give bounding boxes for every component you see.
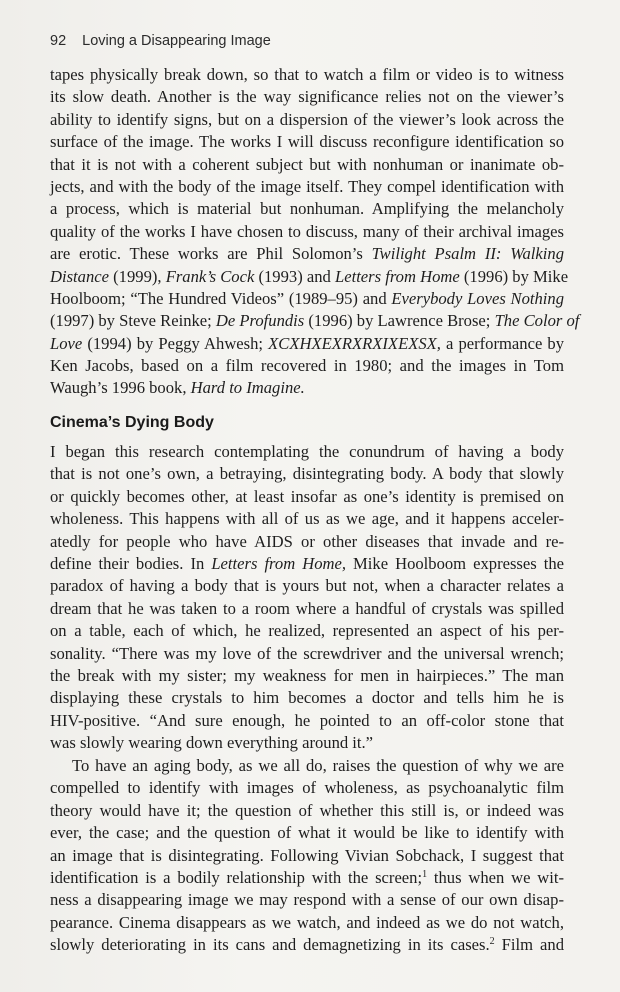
running-head [50,33,271,49]
text-line [50,687,564,709]
text-run: displaying these crystals to him becomes a doctor and tells him he is [50,688,564,708]
text-line [50,643,564,665]
italic-title: The Color of [494,311,580,331]
italic-title: De Profundis [215,311,305,331]
paragraph-cinemas-dying-body [50,441,564,754]
text-run: I began this research contemplating the conundrum of having a body [50,442,564,461]
text-line [50,176,564,198]
text-line [50,553,564,575]
text-run: slowly deteriorating in its cans and demagnetizing in its cases. [50,935,490,955]
text-line [50,800,564,822]
text-run: surface of the image. The works I will discuss reconfigure identification so [50,132,564,152]
italic-title: Letters from Home, [211,553,346,573]
text-run: that is not one’s own, a betraying, disintegrating body. A body that slowly [50,464,564,484]
text-run: jects, and with the body of the image itself. They compel identification with [50,176,564,196]
text-run: Waugh’s 1996 book, [50,378,191,398]
footnote-ref: 2 [489,936,495,948]
text-run: dream that he was taken to a room where a handful of crystals was spilled [50,598,564,618]
text-run: are erotic. These works are Phil Solomon’s [50,244,372,264]
text-line [50,486,564,508]
text-run: To have an aging body, as we all do, raises the question of why we are [72,756,564,775]
text-run: a process, which is material but nonhuman. Amplifying the melancholy [50,199,564,219]
italic-title: Frank’s Cock [165,266,255,286]
text-line [50,531,564,553]
text-run: tapes physically break down, so that to watch a film or video is to witness [50,65,564,84]
text-line [50,198,564,220]
text-line [50,131,564,153]
text-run: (1994) by Peggy Ahwesh; [82,333,269,353]
text-run: (1997) by Steve Reinke; [50,311,216,331]
text-run: the break with my sister; my weakness for men in hairpieces.” The man [50,665,564,685]
text-line [50,333,564,355]
text-line [50,867,564,889]
text-line [50,665,564,687]
text-line [50,777,564,799]
text-line [50,845,564,867]
text-run: that it is not with a coherent subject but with nonhuman or inanimate ob- [50,154,564,174]
text-run: (1996) by Mike [459,266,569,286]
text-line [50,355,564,377]
footnote-ref: 1 [422,868,428,880]
text-line [50,310,580,332]
text-line [50,822,564,844]
text-line [50,620,564,642]
text-run: compelled to identify with images of wholeness, as psychoanalytic film [50,778,564,798]
text-line [50,243,564,265]
text-run: or quickly becomes other, at least insofar as one’s identity is premised on [50,486,564,506]
text-run: Hoolboom; “The Hundred Videos” (1989–95) and [50,288,392,308]
running-head-title: Loving a Disappearing Image [82,33,271,49]
text-run: an image that is disintegrating. Following Vivian Sobchack, I suggest that [50,845,564,865]
text-run: quality of the works I have chosen to discuss, many of their archival images [50,221,564,241]
text-line [50,377,564,399]
text-run: ever, the case; and the question of what it would be like to identify with [50,823,564,843]
text-run: atedly for people who have AIDS or other diseases that invade and re- [50,531,564,551]
text-run: HIV-positive. “And sure enough, he pointed to an off-color stone that [50,710,564,730]
text-run: ness a disappearing image we may respond with a sense of our own disap- [50,890,564,910]
text-run: sonality. “There was my love of the screwdriver and the universal wrench; [50,643,564,663]
text-run: thus when we wit- [427,867,564,887]
text-line [50,266,569,288]
text-run: its slow death. Another is the way significance relies not on the viewer’s [50,87,564,107]
italic-title: Letters from Home [334,266,460,286]
text-run: (1999), [109,266,166,286]
text-run: was slowly wearing down everything around it.” [50,733,374,753]
text-run: on a table, each of which, he realized, represented an aspect of his per- [50,621,564,641]
paragraph-continued [50,64,580,400]
text-run: a performance by [440,333,564,353]
text-line [50,86,564,108]
text-line [50,463,564,485]
text-line [50,889,564,911]
text-run: (1996) by Lawrence Brose; [304,311,495,331]
text-line [50,64,564,86]
italic-title: Distance [50,266,109,286]
text-line [50,934,564,956]
text-line [50,109,564,131]
text-run: define their bodies. In [50,553,212,573]
text-run: theory would have it; the question of whether this still is, or indeed was [50,800,564,820]
text-line [50,288,564,310]
text-run: Ken Jacobs, based on a film recovered in 1980; and the images in Tom [50,356,564,376]
text-run: Mike Hoolboom expresses the [346,553,565,573]
section-heading: Cinema’s Dying Body [50,414,214,431]
text-run: (1993) and [254,266,335,286]
text-line [50,154,564,176]
text-line [50,912,564,934]
text-line [50,755,564,777]
italic-title: Everybody Loves Nothing [391,288,564,308]
text-run: pearance. Cinema disappears as we watch, and indeed as we do not watch, [50,912,564,932]
text-line [50,575,564,597]
text-run: paradox of having a body that is yours but not, when a character relates a [50,576,564,596]
text-line [50,441,564,463]
italic-title: Twilight Psalm II: Walking [371,244,564,264]
text-run: identification is a bodily relationship with the screen; [50,867,423,887]
text-line [50,732,564,754]
paragraph-aging-body [50,755,564,957]
text-line [50,221,564,243]
text-run: Film and [494,935,564,955]
text-line [50,598,564,620]
text-line [50,508,564,530]
italic-title: Love [50,333,83,353]
italic-title: XCXHXEXRXRXIXEXSX, [268,333,441,353]
text-run: ability to identify signs, but on a dispersion of the viewer’s look across the [50,109,564,129]
text-run: wholeness. This happens with all of us as we age, and it happens acceler- [50,509,564,529]
italic-title: Hard to Imagine. [190,378,305,398]
text-line [50,710,564,732]
page-number: 92 [50,33,67,49]
